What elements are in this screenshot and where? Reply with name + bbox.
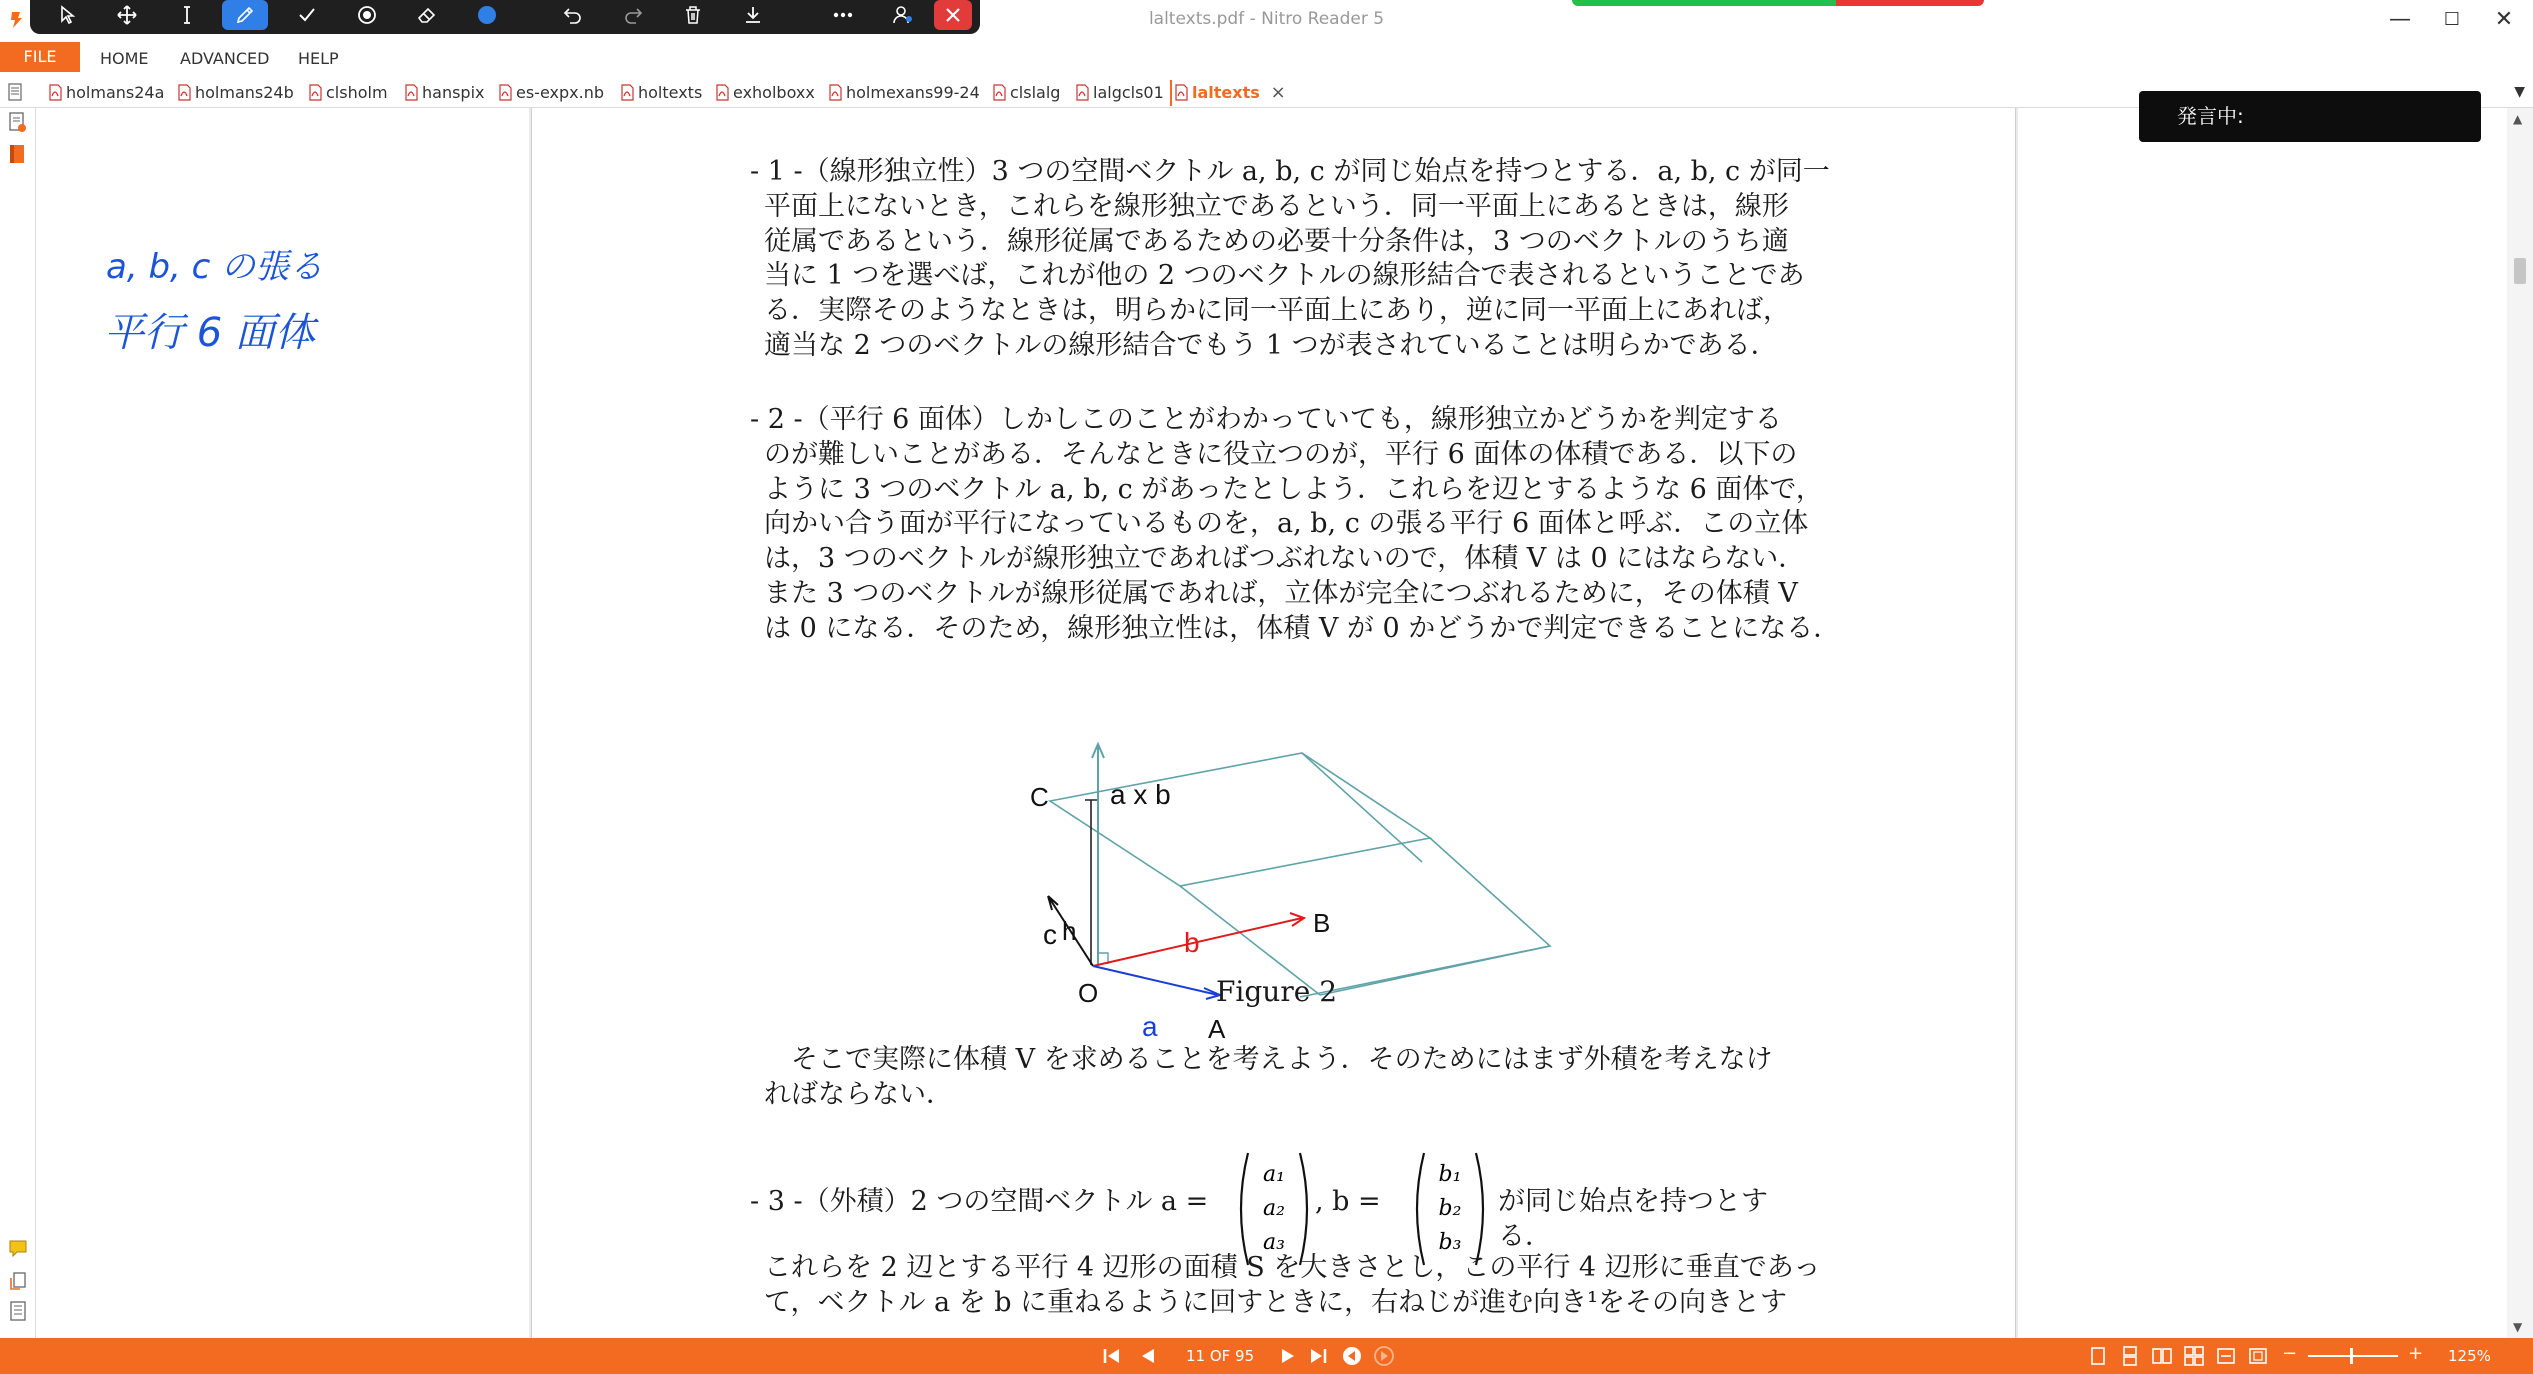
label-O: O: [1078, 978, 1099, 1008]
pdf-file-icon: [49, 84, 62, 101]
tab-clsholm[interactable]: [306, 80, 388, 106]
tab-laltexts[interactable]: [1170, 80, 1290, 106]
matrix-entry: b₃: [1438, 1230, 1462, 1255]
tab-holtexts[interactable]: [618, 80, 702, 106]
tabs-overflow-icon[interactable]: ▼: [2514, 84, 2525, 100]
collaborate-icon[interactable]: [880, 0, 926, 30]
text-line: - 1 -（線形独立性）3 つの空間ベクトル a, b, c が同じ始点を持つとする．a, b, c が同一: [750, 156, 1830, 187]
section-parallelepiped: [750, 403, 1840, 647]
tab-label: laltexts: [1192, 83, 1260, 102]
more-icon[interactable]: [820, 0, 866, 30]
next-page-icon[interactable]: [1278, 1346, 1298, 1366]
handwriting-line2: 平行 6 面体: [104, 310, 315, 356]
tab-label: holtexts: [638, 83, 703, 102]
label-cross-product: a x b: [1110, 779, 1171, 810]
pdf-page: [531, 108, 2016, 1338]
scroll-down-button[interactable]: ▼: [2513, 1320, 2523, 1334]
eraser-icon[interactable]: [404, 0, 450, 30]
cross-product-arrow: [1092, 744, 1104, 966]
tab-clslalg[interactable]: [990, 80, 1060, 106]
annotation-margin-left[interactable]: [36, 108, 529, 1338]
matrix-entry: a₃: [1263, 1230, 1285, 1255]
text-line: 向かい合う面が平行になっているものを，a, b, c の張る平行 6 面体と呼ぶ．この立体: [764, 508, 1809, 540]
figure-2-parallelepiped: [1000, 696, 1560, 1086]
minimize-button[interactable]: —: [2389, 7, 2411, 32]
zoom-slider-thumb[interactable]: [2350, 1348, 2353, 1364]
matrix-entry: b₂: [1438, 1196, 1462, 1221]
menu-advanced[interactable]: ADVANCED: [180, 49, 270, 68]
ink-toolbar: [30, 0, 980, 34]
progress-green-indicator: [1572, 0, 1836, 6]
facing-view-icon[interactable]: [2152, 1346, 2172, 1366]
text-line: 適当な 2 つのベクトルの線形結合でもう 1 つが表されていることは明らかである．: [764, 329, 1778, 361]
close-tab-icon[interactable]: ×: [1270, 82, 1286, 103]
text-line: - 2 -（平行 6 面体）しかしこのことがわかっていても，線形独立かどうかを判定する: [750, 404, 1782, 435]
pdf-file-icon: [1076, 84, 1089, 101]
pdf-file-icon: [716, 84, 729, 101]
annotation-margin-right[interactable]: [2018, 108, 2507, 1338]
fit-page-icon[interactable]: [2248, 1346, 2268, 1366]
fit-width-icon[interactable]: [2216, 1346, 2236, 1366]
section-volume-intro: [764, 1043, 1773, 1113]
scroll-thumb[interactable]: [2514, 258, 2526, 284]
tab-label: clslalg: [1010, 83, 1061, 102]
pdf-file-icon: [309, 84, 322, 101]
pdf-file-icon: [178, 84, 191, 101]
handwritten-annotation: [66, 218, 486, 358]
tab-holmexans99-24[interactable]: [826, 80, 980, 106]
tab-lalgcls01[interactable]: [1073, 80, 1164, 106]
tab-hanspix[interactable]: [402, 80, 485, 106]
zoom-out-button[interactable]: −: [2282, 1343, 2298, 1364]
select-arrow-icon[interactable]: [44, 0, 90, 30]
check-icon[interactable]: [284, 0, 330, 30]
matrix-entry: b₁: [1438, 1162, 1462, 1187]
label-vector-b: b: [1184, 927, 1200, 958]
facing-continuous-view-icon[interactable]: [2184, 1346, 2204, 1366]
menu-help[interactable]: HELP: [298, 49, 339, 68]
tab-label: clsholm: [326, 83, 388, 102]
single-page-view-icon[interactable]: [2088, 1346, 2108, 1366]
label-A: A: [1208, 1014, 1226, 1044]
label-height-h: h: [1062, 916, 1077, 946]
matrix-entry: a₁: [1263, 1162, 1285, 1187]
text-line: 平面上にないとき，これらを線形独立であるという．同一平面上にあるときは，線形: [764, 190, 1789, 222]
window-title: laltexts.pdf - Nitro Reader 5: [1148, 9, 1385, 29]
redo-icon[interactable]: [610, 0, 656, 30]
scroll-up-button[interactable]: ▲: [2513, 112, 2523, 126]
pdf-file-icon: [993, 84, 1006, 101]
color-dot-icon[interactable]: [464, 0, 510, 30]
vector-a-arrow: [1093, 966, 1220, 999]
text-cursor-icon[interactable]: [164, 0, 210, 30]
menu-bar: [0, 40, 2533, 74]
first-page-icon[interactable]: [1102, 1346, 1122, 1366]
text-line: ればならない．: [764, 1078, 953, 1110]
label-vector-a: a: [1142, 1011, 1158, 1042]
section-linear-independence: [750, 155, 1830, 364]
document-view[interactable]: [36, 108, 2507, 1338]
tab-label: es-expx.nb: [516, 83, 604, 102]
zoom-in-button[interactable]: +: [2408, 1343, 2424, 1364]
text-line: る．実際そのようなときは，明らかに同一平面上にあり，逆に同一平面上にあれば，: [764, 295, 1790, 327]
pdf-file-icon: [621, 84, 634, 101]
pdf-file-icon: [499, 84, 512, 101]
tab-label: exholboxx: [733, 83, 815, 102]
tab-es-expx-nb[interactable]: [496, 80, 604, 106]
trash-icon[interactable]: [670, 0, 716, 30]
next-view-icon[interactable]: [1374, 1346, 1394, 1366]
previous-page-icon[interactable]: [1138, 1346, 1158, 1366]
continuous-view-icon[interactable]: [2120, 1346, 2140, 1366]
document-properties-icon[interactable]: [8, 112, 28, 134]
undo-icon[interactable]: [550, 0, 596, 30]
text-line: は，3 つのベクトルが線形独立であればつぶれないので，体積 V は 0 にはならない．: [764, 543, 1806, 575]
cross-product-mid: , b =: [1315, 1186, 1381, 1217]
zoom-level[interactable]: 125%: [2448, 1347, 2491, 1365]
progress-red-indicator: [1836, 0, 1984, 6]
tab-label: holmans24b: [195, 83, 294, 102]
label-B: B: [1313, 908, 1331, 938]
cross-product-lead: - 3 -（外積）2 つの空間ベクトル a =: [750, 1186, 1209, 1217]
close-icon[interactable]: [934, 0, 972, 30]
pdf-file-icon: [1175, 84, 1188, 101]
text-line: 従属であるという．線形従属であるための必要十分条件は，3 つのベクトルのうち適: [764, 225, 1789, 257]
text-line: これらを 2 辺とする平行 4 辺形の面積 S を大きさとし，この平行 4 辺形に垂直であっ: [764, 1252, 1821, 1283]
menu-home[interactable]: HOME: [100, 49, 149, 68]
page-indicator[interactable]: 11 OF 95: [1186, 1347, 1255, 1365]
section-cross-product: [750, 1149, 1790, 1259]
attachments-icon[interactable]: [8, 1270, 28, 1292]
figure-caption: Figure 2: [1216, 975, 1338, 1008]
text-line: また 3 つのベクトルが線形従属であれば，立体が完全につぶれるために，その体積 V: [764, 577, 1798, 609]
handwriting-line1: a, b, c の張る: [106, 247, 324, 287]
speaking-indicator: 発言中:: [2139, 91, 2481, 142]
file-menu[interactable]: FILE: [0, 42, 80, 72]
tab-label: hanspix: [422, 83, 485, 102]
vertical-scrollbar[interactable]: [2507, 108, 2533, 1338]
tab-exholboxx[interactable]: [713, 80, 815, 106]
tab-holmans24b[interactable]: [175, 80, 294, 106]
tab-holmans24a[interactable]: [46, 80, 164, 106]
text-line: て，ベクトル a を b に重ねるように回すときに，右ねじが進む向き¹をその向きとす: [764, 1286, 1787, 1318]
pen-icon[interactable]: [222, 0, 268, 30]
pdf-file-icon: [405, 84, 418, 101]
previous-view-icon[interactable]: [1342, 1346, 1362, 1366]
text-line: 当に 1 つを選べば，これが他の 2 つのベクトルの線形結合で表されるということであ: [764, 260, 1805, 292]
label-C: C: [1030, 782, 1049, 812]
comments-icon[interactable]: [8, 1238, 28, 1260]
label-vector-c: c: [1043, 919, 1057, 950]
pdf-file-icon: [829, 84, 842, 101]
move-icon[interactable]: [104, 0, 150, 30]
tab-label: lalgcls01: [1093, 83, 1164, 102]
maximize-button[interactable]: ☐: [2443, 9, 2461, 30]
section-cross-product-body: [764, 1251, 1820, 1321]
cross-product-tail: が同じ始点を持つとする．: [1498, 1186, 1768, 1252]
text-line: は 0 になる．そのため，線形独立性は，体積 V が 0 かどうかで判定できることになる．: [764, 612, 1841, 644]
bookmarks-icon[interactable]: [8, 144, 28, 166]
pages-panel-icon[interactable]: [8, 1300, 28, 1322]
text-line: ように 3 つのベクトル a, b, c があったとしよう．これらを辺とするような 6 面体で，: [764, 473, 1823, 505]
stamp-icon[interactable]: [344, 0, 390, 30]
tab-label: holmans24a: [66, 83, 165, 102]
close-window-button[interactable]: ✕: [2494, 7, 2514, 32]
left-sidebar: [0, 108, 36, 1338]
last-page-icon[interactable]: [1308, 1346, 1328, 1366]
status-bar: [0, 1338, 2533, 1374]
text-line: のが難しいことがある．そんなときに役立つのが，平行 6 面体の体積である．以下の: [764, 438, 1798, 470]
tab-label: holmexans99-24: [846, 83, 980, 102]
matrix-entry: a₂: [1263, 1196, 1285, 1221]
text-line: そこで実際に体積 V を求めることを考えよう．そのためにはまず外積を考えなけ: [764, 1044, 1773, 1075]
download-icon[interactable]: [730, 0, 776, 30]
page-thumbnail-icon[interactable]: [8, 83, 22, 101]
